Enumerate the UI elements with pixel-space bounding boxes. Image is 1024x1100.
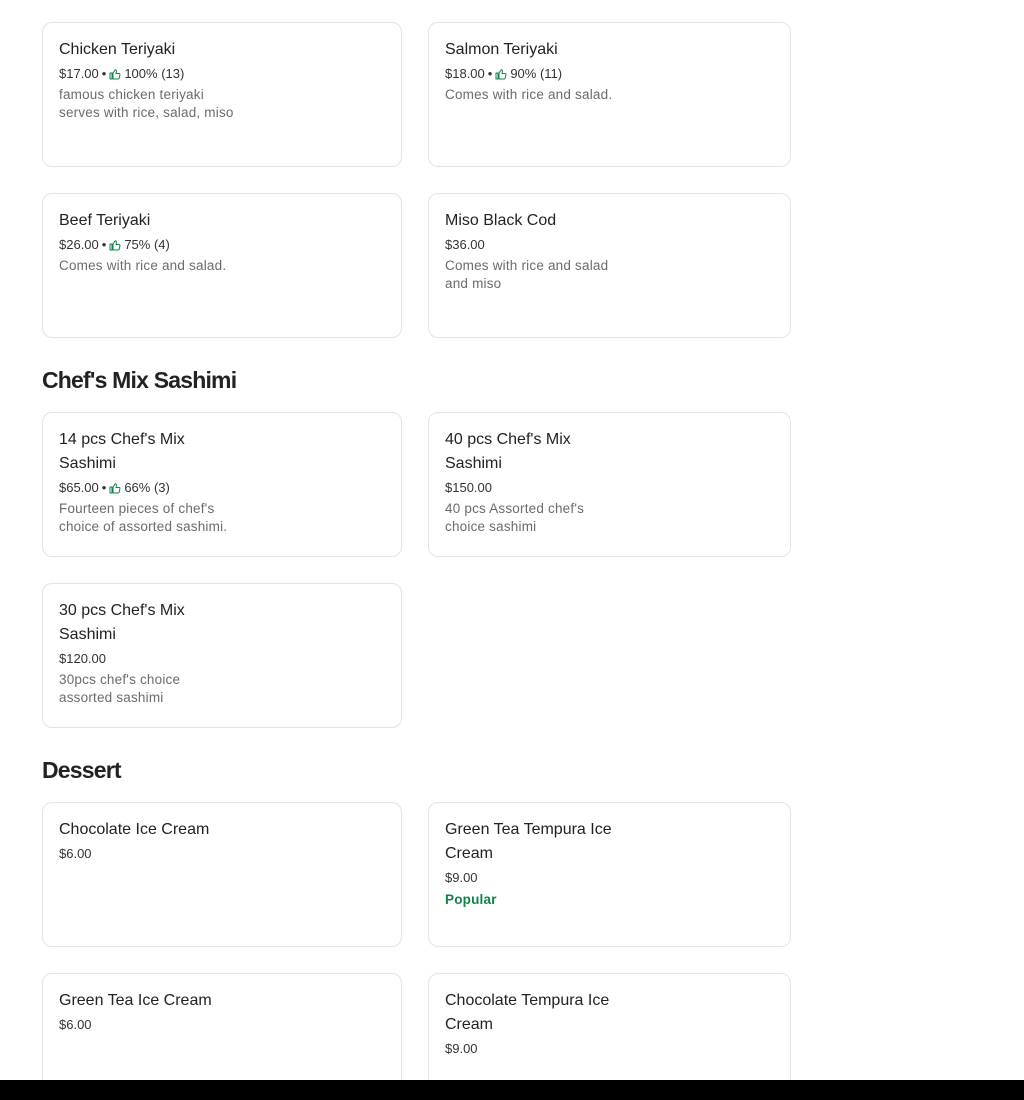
description-line: and miso <box>445 276 502 291</box>
item-name: Chicken Teriyaki <box>59 41 176 58</box>
item-price: $120.00 <box>59 651 106 666</box>
meta-separator: • <box>101 480 107 495</box>
menu-item-card-chocolate-ice-cream[interactable] <box>42 802 402 947</box>
item-meta <box>59 844 249 864</box>
description-line: choice sashimi <box>445 519 537 534</box>
item-name-line: Cream <box>445 845 494 862</box>
item-description <box>59 671 249 707</box>
item-price: $9.00 <box>445 1041 478 1056</box>
menu-item-card-green-tea-ice-cream[interactable] <box>42 973 402 1080</box>
description-line: famous chicken teriyaki <box>59 87 204 102</box>
thumbs-up-icon <box>109 239 121 251</box>
description-line: choice of assorted sashimi. <box>59 519 228 534</box>
item-name-line: Cream <box>445 1016 494 1033</box>
section-title-sashimi: Chef's Mix Sashimi <box>42 367 237 393</box>
menu-item-card-beef-teriyaki[interactable] <box>42 193 402 338</box>
description-line: serves with rice, salad, miso <box>59 105 234 120</box>
item-name <box>445 428 645 476</box>
item-rating: 100% (13) <box>124 66 185 81</box>
item-price: $26.00 <box>59 237 99 252</box>
menu-item-card-14pcs-sashimi[interactable] <box>42 412 402 557</box>
item-name-line: Sashimi <box>59 626 116 643</box>
bottom-bar <box>0 1080 1024 1100</box>
item-name-line: Green Tea Tempura Ice <box>445 821 612 838</box>
item-name: Beef Teriyaki <box>59 212 151 229</box>
item-name-line: 30 pcs Chef's Mix <box>59 602 185 619</box>
item-price: $9.00 <box>445 870 478 885</box>
item-name-line: Sashimi <box>59 455 116 472</box>
item-name <box>59 599 249 647</box>
item-price: $150.00 <box>445 480 492 495</box>
item-price: $17.00 <box>59 66 99 81</box>
item-meta <box>59 1015 249 1035</box>
description-line: Comes with rice and salad <box>445 258 609 273</box>
meta-separator: • <box>101 66 107 81</box>
item-name: Chocolate Ice Cream <box>59 821 210 838</box>
item-name: Green Tea Ice Cream <box>59 992 212 1009</box>
item-price: $6.00 <box>59 1017 92 1032</box>
item-description <box>445 257 645 293</box>
section-title-dessert: Dessert <box>42 757 121 783</box>
menu-item-card-40pcs-sashimi[interactable] <box>428 412 791 557</box>
item-meta <box>59 649 249 669</box>
item-description <box>445 86 645 104</box>
meta-separator: • <box>487 66 493 81</box>
item-price: $6.00 <box>59 846 92 861</box>
item-meta <box>445 235 645 255</box>
thumbs-up-icon <box>109 68 121 80</box>
menu-item-card-salmon-teriyaki[interactable] <box>428 22 791 167</box>
item-meta <box>445 478 645 498</box>
item-price: $18.00 <box>445 66 485 81</box>
description-line: Comes with rice and salad. <box>59 258 227 273</box>
description-line: 30pcs chef's choice <box>59 672 181 687</box>
item-meta <box>59 235 249 255</box>
thumbs-up-icon <box>109 482 121 494</box>
item-name: Miso Black Cod <box>445 212 557 229</box>
item-rating: 90% (11) <box>510 66 563 81</box>
description-line: Comes with rice and salad. <box>445 87 613 102</box>
item-meta <box>59 64 249 84</box>
item-description <box>59 500 249 536</box>
item-name <box>59 428 249 476</box>
description-line: assorted sashimi <box>59 690 164 705</box>
item-name-line: 14 pcs Chef's Mix <box>59 431 185 448</box>
thumbs-up-icon <box>495 68 507 80</box>
item-price: $65.00 <box>59 480 99 495</box>
item-meta <box>445 1039 645 1059</box>
item-price: $36.00 <box>445 237 485 252</box>
menu-item-card-chicken-teriyaki[interactable] <box>42 22 402 167</box>
menu-item-card-green-tea-tempura-ice-cream[interactable] <box>428 802 791 947</box>
menu-item-card-30pcs-sashimi[interactable] <box>42 583 402 728</box>
menu-item-card-miso-black-cod[interactable] <box>428 193 791 338</box>
item-rating: 66% (3) <box>124 480 170 495</box>
description-line: Fourteen pieces of chef's <box>59 501 215 516</box>
menu-item-card-chocolate-tempura-ice-cream[interactable] <box>428 973 791 1080</box>
item-meta <box>445 64 645 84</box>
item-name <box>445 989 645 1037</box>
item-meta <box>445 868 645 888</box>
item-name-line: Chocolate Tempura Ice <box>445 992 610 1009</box>
item-name: Salmon Teriyaki <box>445 41 558 58</box>
item-name-line: Sashimi <box>445 455 502 472</box>
item-description <box>59 257 249 275</box>
item-name <box>445 818 645 866</box>
meta-separator: • <box>101 237 107 252</box>
description-line: 40 pcs Assorted chef's <box>445 501 585 516</box>
item-name-line: 40 pcs Chef's Mix <box>445 431 571 448</box>
popular-badge: Popular <box>445 892 497 907</box>
item-meta <box>59 478 249 498</box>
item-description <box>59 86 249 122</box>
item-description <box>445 500 645 536</box>
item-rating: 75% (4) <box>124 237 170 252</box>
